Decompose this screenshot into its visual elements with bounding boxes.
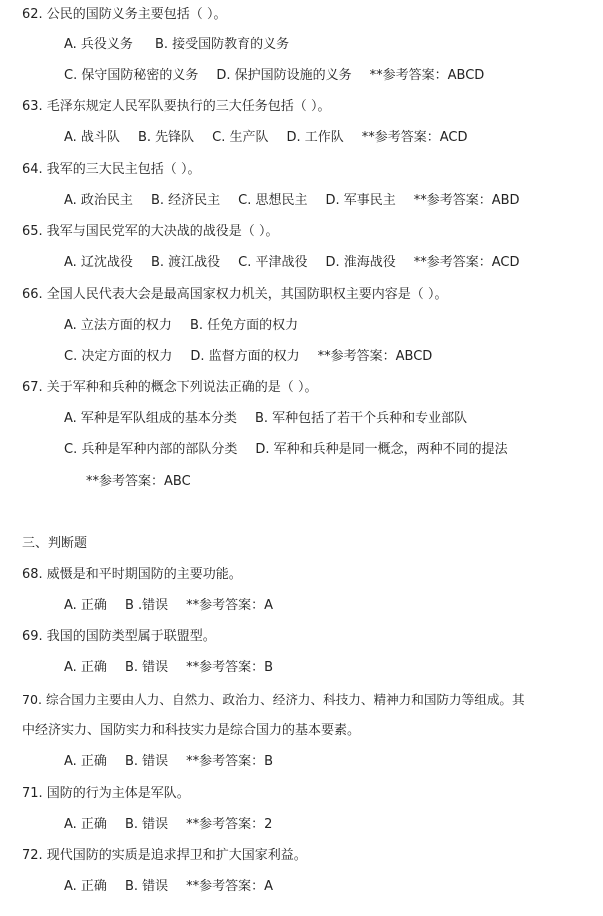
q64-option-b: B. 经济民主 <box>150 193 221 208</box>
q65-option-c: C. 平津战役 <box>238 255 308 270</box>
q63-answer: **参考答案：ACD <box>361 130 468 145</box>
q70-answer: **参考答案：B <box>186 754 274 769</box>
q67-answer: **参考答案：ABC <box>86 474 191 489</box>
q62-option-b: B. 接受国防教育的义务 <box>154 37 290 52</box>
q72-option-b: B. 错误 <box>124 879 169 894</box>
q66-option-c: C. 决定方面的权力 <box>64 349 173 364</box>
q65-option-a: A. 辽沈战役 <box>64 255 133 270</box>
q70-option-b: B. 错误 <box>124 754 169 769</box>
question-63-stem: 63. 毛泽东规定人民军队要执行的三大任务包括（ ）。 <box>22 99 331 114</box>
q66-option-b: B. 任免方面的权力 <box>189 318 299 333</box>
q64-option-d: D. 军事民主 <box>325 193 396 208</box>
question-65-options <box>64 255 520 271</box>
q64-answer: **参考答案：ABD <box>413 193 520 208</box>
question-66-options-row2 <box>64 349 432 365</box>
q67-option-b: B. 军种包括了若干个兵种和专业部队 <box>254 411 468 426</box>
q68-option-a: A. 正确 <box>64 598 107 613</box>
question-67-options-row1 <box>64 411 467 427</box>
question-70-stem: 70. 综合国力主要由人力、自然力、政治力、经济力、科技力、精神力和国防力等组成。其 <box>22 692 525 707</box>
q66-answer: **参考答案：ABCD <box>317 349 433 364</box>
question-71-options <box>64 817 272 833</box>
q71-option-b: B. 错误 <box>124 817 169 832</box>
question-72-options <box>64 879 273 895</box>
q68-answer: **参考答案：A <box>186 598 274 613</box>
section-title: 三、判断题 <box>22 536 88 551</box>
question-69-stem: 69. 我国的国防类型属于联盟型。 <box>22 629 216 644</box>
q70-option-a: A. 正确 <box>64 754 107 769</box>
question-62-stem: 62. 公民的国防义务主要包括（ ）。 <box>22 7 227 22</box>
question-67-stem: 67. 关于军种和兵种的概念下列说法正确的是（ ）。 <box>22 380 318 395</box>
q64-option-a: A. 政治民主 <box>64 193 133 208</box>
q65-answer: **参考答案：ACD <box>413 255 520 270</box>
q67-option-d: D. 军种和兵种是同一概念，两种不同的提法 <box>255 442 508 457</box>
question-66-stem: 66. 全国人民代表大会是最高国家权力机关，其国防职权主要内容是（ ）。 <box>22 287 448 302</box>
q69-answer: **参考答案：B <box>186 660 274 675</box>
question-64-options <box>64 193 520 209</box>
question-63-options <box>64 130 468 146</box>
q66-option-a: A. 立法方面的权力 <box>64 318 172 333</box>
q66-option-d: D. 监督方面的权力 <box>190 349 300 364</box>
question-71-stem: 71. 国防的行为主体是军队。 <box>22 786 190 801</box>
q72-option-a: A. 正确 <box>64 879 107 894</box>
q67-option-a: A. 军种是军队组成的基本分类 <box>64 411 237 426</box>
q64-option-c: C. 思想民主 <box>238 193 308 208</box>
q69-option-b: B. 错误 <box>124 660 169 675</box>
question-68-stem: 68. 威慑是和平时期国防的主要功能。 <box>22 567 242 582</box>
q72-answer: **参考答案：A <box>186 879 274 894</box>
q67-option-c: C. 兵种是军种内部的部队分类 <box>64 442 238 457</box>
q69-option-a: A. 正确 <box>64 660 107 675</box>
question-65-stem: 65. 我军与国民党军的大决战的战役是（ ）。 <box>22 224 279 239</box>
question-72-stem: 72. 现代国防的实质是追求捍卫和扩大国家利益。 <box>22 848 307 863</box>
question-62-options-row1 <box>64 37 289 53</box>
question-68-options <box>64 598 273 614</box>
q62-option-d: D. 保护国防设施的义务 <box>216 68 352 83</box>
question-70-options <box>64 754 273 770</box>
q71-option-a: A. 正确 <box>64 817 107 832</box>
q68-option-b: B .错误 <box>124 598 169 613</box>
q62-answer: **参考答案：ABCD <box>369 68 485 83</box>
q71-answer: **参考答案：2 <box>186 817 273 832</box>
question-66-options-row1 <box>64 318 298 334</box>
q63-option-b: B. 先锋队 <box>137 130 195 145</box>
question-70-stem-continued: 中经济实力、国防实力和科技实力是综合国力的基本要素。 <box>22 723 361 738</box>
q63-option-c: C. 生产队 <box>212 130 269 145</box>
q65-option-b: B. 渡江战役 <box>150 255 221 270</box>
q62-option-c: C. 保守国防秘密的义务 <box>64 68 199 83</box>
q62-option-a: A. 兵役义务 <box>64 37 133 52</box>
q63-option-d: D. 工作队 <box>286 130 344 145</box>
question-62-options-row2 <box>64 68 484 84</box>
q65-option-d: D. 淮海战役 <box>325 255 396 270</box>
question-67-options-row2 <box>64 442 508 458</box>
question-69-options <box>64 660 273 676</box>
question-64-stem: 64. 我军的三大民主包括（ ）。 <box>22 162 201 177</box>
q63-option-a: A. 战斗队 <box>64 130 120 145</box>
